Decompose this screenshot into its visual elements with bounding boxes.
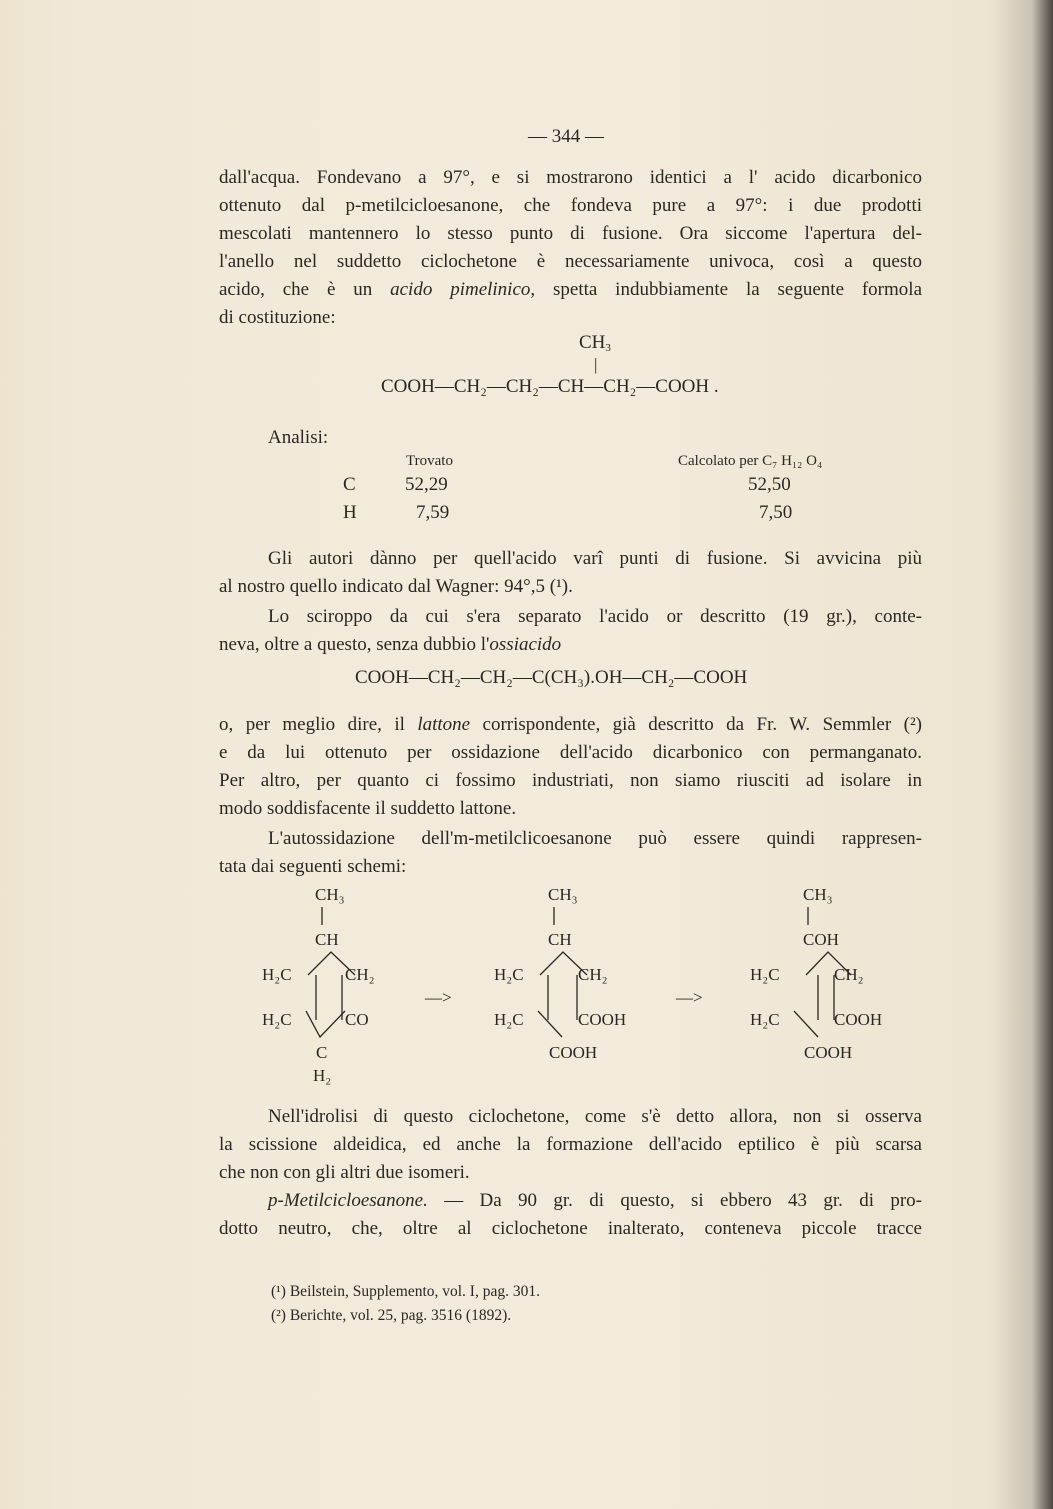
scheme2-left-upper: H₂C	[494, 965, 524, 984]
italic-heading: p-Metilcicloesanone.	[268, 1190, 428, 1211]
scheme2-methyl: CH₃	[548, 885, 578, 904]
footnote-1: (¹) Beilstein, Supplemento, vol. I, pag. 301.	[271, 1283, 540, 1300]
scheme-arrow: —>	[676, 988, 703, 1007]
text-line: Gli autori dànno per quell'acido varî punti di fusione. Si avvicina più	[268, 548, 922, 569]
text-line: dall'acqua. Fondevano a 97°, e si mostrarono identici a l' acido dicarbonico	[219, 167, 922, 188]
text-line: Nell'idrolisi di questo ciclochetone, come s'è detto allora, non si osserva	[268, 1106, 922, 1127]
text-span: , spetta indubbiamente la seguente formola	[530, 279, 922, 300]
analysis-calc-value: 7,50	[759, 502, 793, 523]
analysis-element: C	[343, 474, 356, 495]
scheme3-left-upper: H₂C	[750, 965, 780, 984]
analysis-calc-value: 52,50	[748, 474, 791, 495]
scheme-arrow: —>	[425, 988, 452, 1007]
scheme2-ch: CH	[548, 930, 572, 949]
scheme1-methyl: CH₃	[315, 885, 345, 904]
scheme3-bottom-cooh: COOH	[804, 1043, 853, 1062]
analysis-found-value: 52,29	[405, 474, 448, 495]
text-line: di costituzione:	[219, 307, 336, 328]
scheme1-bottom-c: C	[316, 1043, 328, 1062]
text-line: Lo sciroppo da cui s'era separato l'acido or descritto (19 gr.), conte-	[268, 606, 922, 627]
text-line: modo soddisfacente il suddetto lattone.	[219, 798, 517, 819]
text-line: L'autossidazione dell'm-metilclicoesanone può essere quindi rappresen-	[268, 828, 922, 849]
analysis-label: Analisi:	[268, 427, 329, 448]
formula-pimelic-acid: COOH—CH₂—CH₂—CH—CH₂—COOH .	[381, 376, 719, 397]
italic-term: lattone	[417, 714, 471, 735]
scheme3-right-lower: COOH	[834, 1010, 883, 1029]
analysis-col-calc: Calcolato per C₇ H₁₂ O₄	[678, 453, 823, 469]
formula-ch: CH	[579, 332, 606, 353]
text-span: — Da 90 gr. di questo, si ebbero 43 gr. di pro-	[427, 1190, 922, 1211]
text-line: dotto neutro, che, oltre al ciclochetone inalterato, conteneva piccole tracce	[219, 1218, 922, 1239]
scheme3-left-lower: H₂C	[750, 1010, 780, 1029]
scheme3-methyl: CH₃	[803, 885, 833, 904]
text-line: al nostro quello indicato dal Wagner: 94°,5 (¹).	[219, 576, 573, 597]
scheme3-right-upper: CH₂	[834, 965, 864, 984]
scheme1-left-lower: H₂C	[262, 1010, 292, 1029]
scheme2-left-lower: H₂C	[494, 1010, 524, 1029]
scheme1-bottom-h2: H₂	[313, 1066, 332, 1085]
text-line: Per altro, per quanto ci fossimo industriati, non siamo riusciti ad isolare in	[219, 770, 922, 791]
scheme2-bottom-cooh: COOH	[549, 1043, 598, 1062]
text-span: neva, oltre a questo, senza dubbio l'	[219, 634, 490, 655]
formula-sub: 3	[605, 342, 611, 354]
text-line: e da lui ottenuto per ossidazione dell'acido dicarbonico con permanganato.	[219, 742, 922, 763]
scheme1-left-upper: H₂C	[262, 965, 292, 984]
text-span: corrispondente, già descritto da Fr. W. Semmler (²)	[470, 714, 922, 735]
footnote-2: (²) Berichte, vol. 25, pag. 3516 (1892).	[271, 1307, 512, 1324]
page-number: — 344 —	[528, 126, 604, 147]
analysis-element: H	[343, 502, 357, 523]
text-line: tata dai seguenti schemi:	[219, 856, 407, 877]
scheme2-right-upper: CH₂	[578, 965, 608, 984]
formula-hydroxy-acid: COOH—CH₂—CH₂—C(CH₃).OH—CH₂—COOH	[355, 667, 748, 688]
italic-term: acido pimelinico	[390, 279, 531, 300]
text-line: ottenuto dal p-metilcicloesanone, che fondeva pure a 97°: i due prodotti	[219, 195, 922, 216]
scheme2-right-lower: COOH	[578, 1010, 627, 1029]
analysis-col-found: Trovato	[406, 453, 453, 469]
text-line: l'anello nel suddetto ciclochetone è necessariamente univoca, così a questo	[219, 251, 922, 272]
text-line	[268, 1187, 922, 1215]
text-line: mescolati mantennero lo stesso punto di fusione. Ora siccome l'apertura del-	[219, 223, 922, 244]
scheme1-right-lower: CO	[345, 1010, 369, 1029]
text-line: la scissione aldeidica, ed anche la formazione dell'acido eptilico è più scarsa	[219, 1134, 922, 1155]
text-span: o, per meglio dire, il	[219, 714, 418, 735]
formula-bond: |	[594, 355, 598, 374]
italic-term: ossiacido	[489, 634, 562, 655]
scheme3-coh: COH	[803, 930, 839, 949]
scheme1-ch: CH	[315, 930, 339, 949]
analysis-found-value: 7,59	[416, 502, 450, 523]
scheme1-right-upper: CH₂	[345, 965, 375, 984]
text-line: che non con gli altri due isomeri.	[219, 1162, 470, 1183]
text-span: acido, che è un	[219, 279, 391, 300]
